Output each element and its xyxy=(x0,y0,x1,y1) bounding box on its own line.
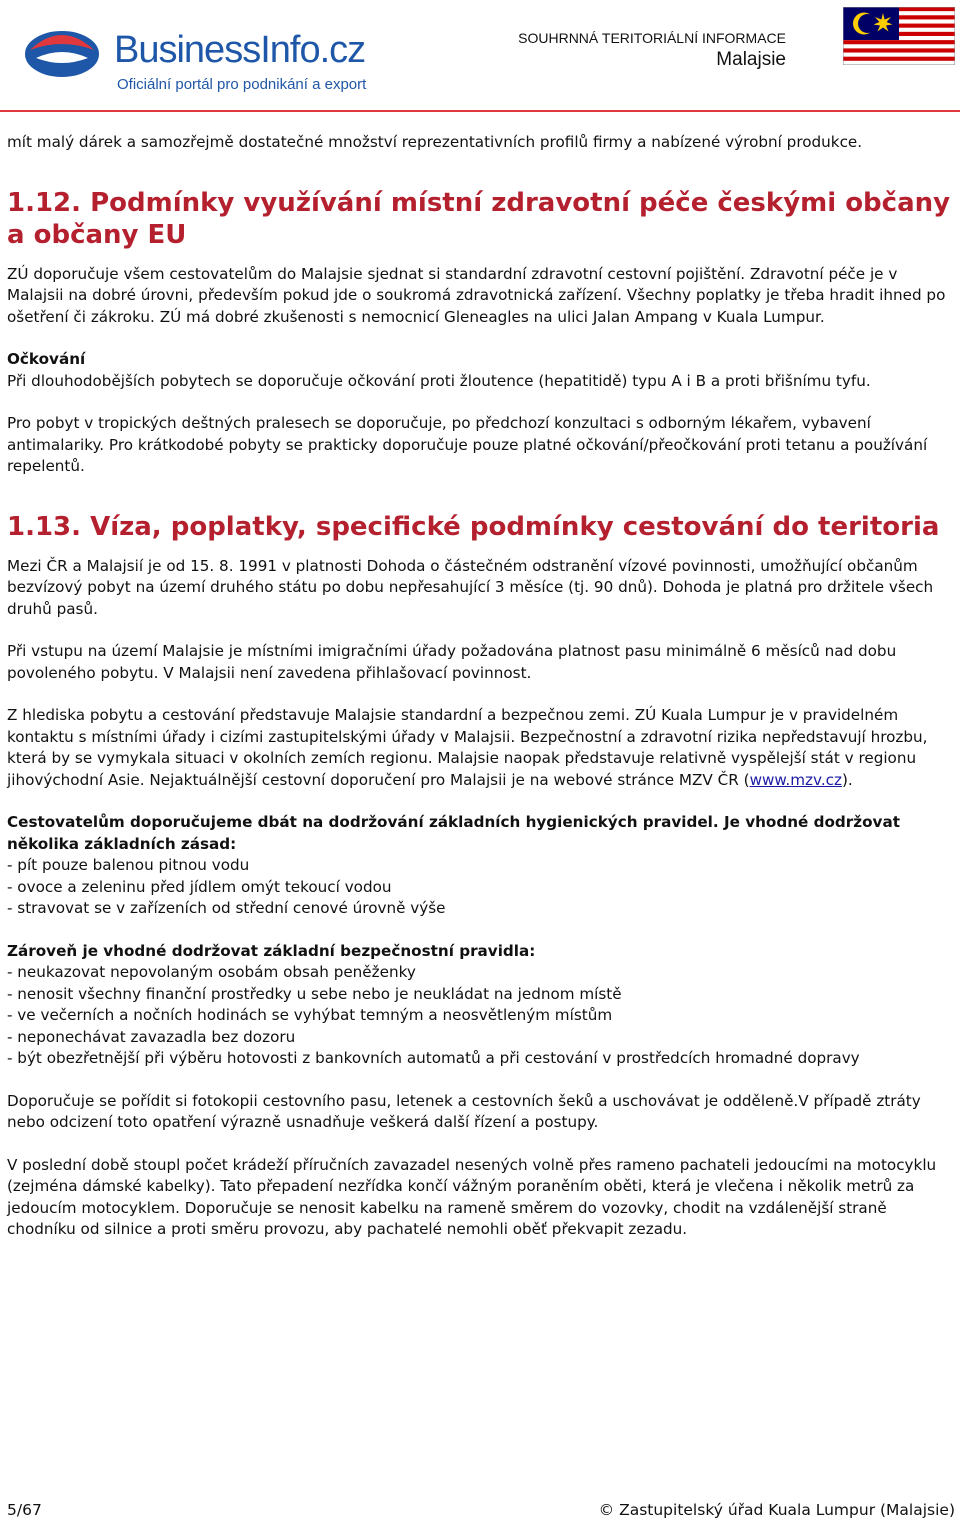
header-info xyxy=(518,30,786,72)
visa-agreement-paragraph: Mezi ČR a Malajsií je od 15. 8. 1991 v platnosti Dohoda o částečném odstranění vízové povinnosti, umožňující občanům bezvízový pobyt na území druhého státu po dobu nepřesahující 3 měsíce (tj. 90 dnů). Dohoda je platná pro držitele všech druhů pasů. xyxy=(7,556,934,618)
list-item: - neukazovat nepovolaným osobám obsah peněženky xyxy=(7,963,416,981)
country-name: Malajsie xyxy=(716,49,786,70)
header-divider xyxy=(0,110,960,112)
intro-paragraph: mít malý dárek a samozřejmě dostatečné množství reprezentativních profilů firmy a nabízené výrobní produkce. xyxy=(7,133,863,151)
safety-overview-text: Z hlediska pobytu a cestování představuje Malajsie standardní a bezpečnou zemi. ZÚ Kuala Lumpur je v pravidelném kontaktu s místními úřady i cizími zastupitelskými úřady v Malajsii. Bezpečnostní a zdravotní rizika nepředstavují hrozbu, která by se vymykala situaci v okolních zemích regionu. Malajsie naopak představuje relativně vyspělejší stát v regionu jihovýchodní Asie. Nejaktuálnější cestovní doporučení pro Malajsii je na webové stránce MZV ČR ( xyxy=(7,706,928,789)
page-header xyxy=(0,0,960,96)
safety-overview-paragraph xyxy=(7,705,955,791)
page-number: 5/67 xyxy=(7,1501,42,1519)
logo-subtitle: Oficiální portál pro podnikání a export xyxy=(117,76,367,93)
safety-rules-block xyxy=(7,941,955,1070)
copyright-notice: © Zastupitelský úřad Kuala Lumpur (Malajsie) xyxy=(598,1501,955,1519)
tropics-paragraph: Pro pobyt v tropických deštných pralesech se doporučuje, po předchozí konzultaci s odborným lékařem, vybavení antimalariky. Pro krátkodobé pobyty se prakticky doporučuje pouze platné očkování/přeočkování proti tetanu a používání repelentů. xyxy=(7,414,928,475)
vaccination-block xyxy=(7,349,955,392)
hygiene-title: Cestovatelům doporučujeme dbát na dodržování základních hygienických pravidel. Je vhodné dodržovat několika základních zásad: xyxy=(7,813,900,853)
list-item: - nenosit všechny finanční prostředky u sebe nebo je neukládat na jednom místě xyxy=(7,984,622,1003)
section-label: SOUHRNNÁ TERITORIÁLNÍ INFORMACE xyxy=(518,30,786,46)
list-item: - být obezřetnější při výběru hotovosti z bankovních automatů a při cestování v prostředcích hromadné dopravy xyxy=(7,1049,860,1067)
logo-globe-icon xyxy=(22,20,102,82)
section-heading-1-13: 1.13. Víza, poplatky, specifické podmínky cestování do teritoria xyxy=(7,511,940,542)
section-heading-1-12: 1.12. Podmínky využívání místní zdravotní péče českými občany a občany EU xyxy=(7,187,951,250)
vaccination-text: Při dlouhodobějších pobytech se doporučuje očkování proti žloutence (hepatitidě) typu A i B a proti břišnímu tyfu. xyxy=(7,371,871,390)
healthcare-paragraph: ZÚ doporučuje všem cestovatelům do Malajsie sjednat si standardní zdravotní cestovní pojištění. Zdravotní péče je v Malajsii na dobré úrovni, především pokud jde o soukromá zdravotnická zařízení. Všechny poplatky je třeba hradit ihned po ošetření či zákroku. ZÚ má dobré zkušenosti s nemocnicí Gleneagles na ulici Jalan Ampang v Kuala Lumpur. xyxy=(7,264,946,326)
businessinfo-logo[interactable] xyxy=(22,18,382,93)
passport-validity-paragraph: Při vstupu na území Malajsie je místními imigračními úřady požadována platnost pasu minimálně 6 měsíců nad dobu povoleného pobytu. V Malajsii není zavedena přihlašovací povinnost. xyxy=(7,642,897,682)
theft-warning-paragraph: V poslední době stoupl počet krádeží příručních zavazadel nesených volně přes rameno pachateli jedoucími na motocyklu (zejména dámské kabelky). Tato přepadení nezřídka končí vážným poraněním oběti, která je vlečena i několik metrů za jedoucím motocyklem. Doporučuje se nenosit kabelku na rameně směrem do vozovky, chodit na vzdálenější straně chodníku od silnice a proti směru provozu, aby pachatelé nemohli oběť překvapit zezadu. xyxy=(7,1155,937,1238)
safety-rules-title: Zároveň je vhodné dodržovat základní bezpečnostní pravidla: xyxy=(7,941,536,960)
safety-overview-end: ). xyxy=(841,770,853,789)
list-item: - ve večerních a nočních hodinách se vyhýbat temným a neosvětleným místům xyxy=(7,1006,613,1024)
list-item: - ovoce a zeleninu před jídlem omýt tekoucí vodou xyxy=(7,877,392,896)
document-body xyxy=(7,132,955,1241)
list-item: - stravovat se v zařízeních od střední cenové úrovně výše xyxy=(7,899,446,917)
passport-copy-paragraph: Doporučuje se pořídit si fotokopii cestovního pasu, letenek a cestovních šeků a uschovávat je odděleně.V případě ztráty nebo odcizení toto opatření výrazně usnadňuje veškerá další řízení a postupy. xyxy=(7,1091,921,1131)
logo-title: BusinessInfo.cz xyxy=(114,29,366,71)
mzv-link[interactable]: www.mzv.cz xyxy=(749,770,842,789)
hygiene-block xyxy=(7,812,955,920)
list-item: - neponechávat zavazadla bez dozoru xyxy=(7,1027,296,1046)
vaccination-title: Očkování xyxy=(7,350,86,368)
malaysia-flag-icon xyxy=(843,7,955,65)
list-item: - pít pouze balenou pitnou vodu xyxy=(7,856,250,874)
